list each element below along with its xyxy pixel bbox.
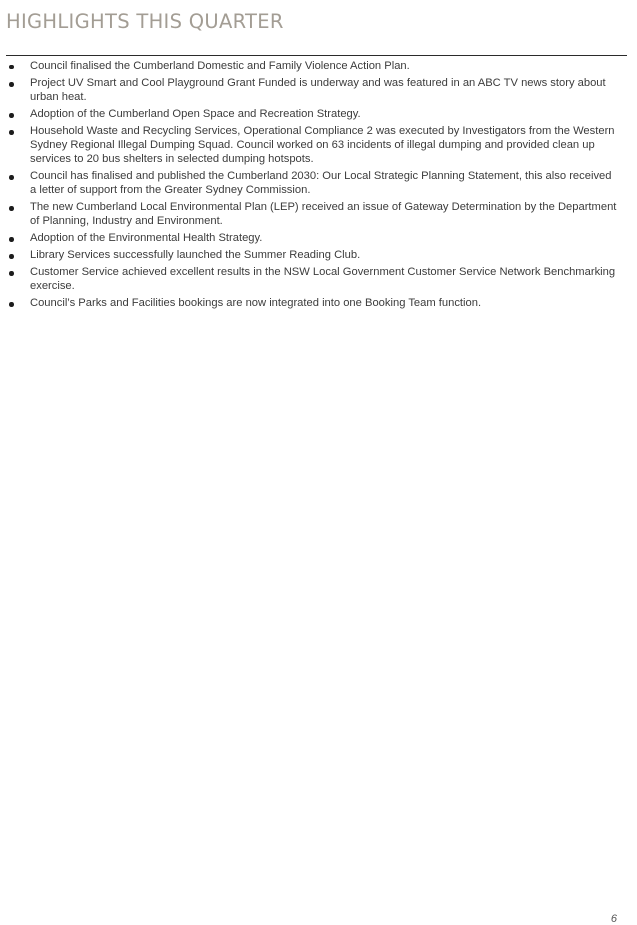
list-item <box>0 125 620 166</box>
bullet-icon <box>9 82 14 87</box>
list-item <box>0 201 620 229</box>
list-item <box>0 108 620 122</box>
list-item-text: Customer Service achieved excellent results in the NSW Local Government Customer Service Network Benchmarking exercise. <box>30 266 616 293</box>
bullet-icon <box>9 271 14 276</box>
list-item-text: Council finalised the Cumberland Domestic and Family Violence Action Plan. <box>30 60 410 72</box>
list-item-text: Project UV Smart and Cool Playground Grant Funded is underway and was featured in an ABC TV news story about urban heat. <box>30 77 606 103</box>
list-item-text: The new Cumberland Local Environmental Plan (LEP) received an issue of Gateway Determination by the Department of Planning, Industry and Environment. <box>30 201 617 227</box>
bullet-icon <box>9 206 14 211</box>
list-item-text: Library Services successfully launched the Summer Reading Club. <box>30 249 361 262</box>
list-item <box>0 249 620 263</box>
highlights-list <box>0 60 620 315</box>
list-item-text: Adoption of the Environmental Health Strategy. <box>30 232 263 245</box>
page-number: 6 <box>610 913 617 925</box>
list-item-text: Council’s Parks and Facilities bookings are now integrated into one Booking Team function. <box>30 297 482 310</box>
page-title: HIGHLIGHTS THIS QUARTER <box>6 10 284 33</box>
list-item <box>0 170 620 198</box>
list-item-text: Household Waste and Recycling Services, Operational Compliance 2 was executed by Investigators from the Western Sydney Regional Illegal Dumping Squad. Council worked on 63 incidents of illegal dumping and provided clean up services to 20 bus shelters in selected dumping hotspots. <box>30 125 615 165</box>
list-item <box>0 77 620 105</box>
bullet-icon <box>9 65 14 70</box>
list-item-text: Adoption of the Cumberland Open Space and Recreation Strategy. <box>30 108 361 121</box>
bullet-icon <box>9 254 14 259</box>
list-item <box>0 60 620 74</box>
list-item <box>0 232 620 246</box>
bullet-icon <box>9 175 14 180</box>
list-item-text: Council has finalised and published the Cumberland 2030: Our Local Strategic Planning Statement, this also received a letter of support from the Greater Sydney Commission. <box>30 170 612 196</box>
list-item <box>0 266 620 294</box>
title-divider <box>6 55 627 56</box>
bullet-icon <box>9 113 14 118</box>
bullet-icon <box>9 302 14 307</box>
list-item <box>0 297 620 311</box>
bullet-icon <box>9 237 14 242</box>
bullet-icon <box>9 130 14 135</box>
